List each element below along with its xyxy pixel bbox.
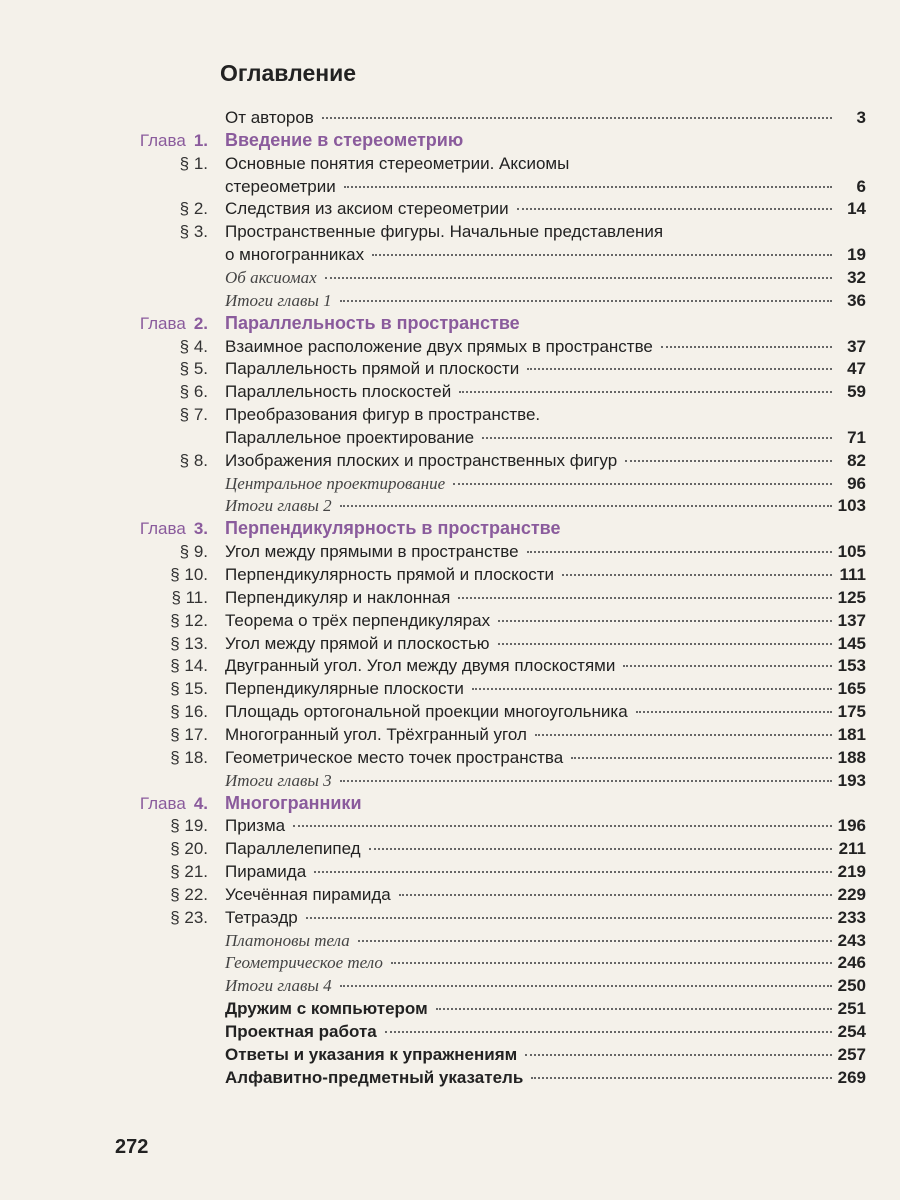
chapter-label: [140, 517, 208, 540]
entry-number: § 12.: [170, 610, 208, 630]
toc-entry-row: [0, 974, 900, 997]
entry-line: [225, 792, 840, 815]
section-number: [170, 654, 208, 677]
toc-entry-row: [0, 152, 900, 175]
entry-title: Параллелепипед: [225, 839, 361, 859]
entry-line: [225, 357, 840, 380]
toc-entry-row: [0, 906, 900, 929]
entry-page-number: 96: [847, 473, 866, 493]
entry-line: [225, 609, 840, 632]
entry-number: § 19.: [170, 816, 208, 836]
entry-number: § 23.: [170, 907, 208, 927]
entry-page-number: 188: [837, 747, 866, 767]
chapter-word: Глава: [139, 313, 186, 333]
entry-title: Проектная работа: [225, 1022, 377, 1041]
toc-entry-row: [0, 769, 900, 792]
toc-entry-row: [0, 472, 900, 495]
toc-chapter-row: [0, 792, 900, 815]
entry-number: § 1.: [179, 153, 208, 173]
entry-number: § 16.: [170, 702, 208, 722]
entry-line: [225, 197, 840, 220]
entry-title: Пространственные фигуры. Начальные представления: [225, 222, 664, 242]
toc-entry-row: [0, 700, 900, 723]
dot-leader: [535, 734, 832, 736]
toc-entry-row: [0, 197, 900, 220]
section-number: [180, 197, 208, 220]
entry-page-number: 193: [837, 770, 866, 790]
entry-line: [225, 335, 840, 358]
dot-leader: [458, 597, 832, 599]
dot-leader: [340, 780, 832, 782]
section-number: [171, 586, 208, 609]
entry-page-number: 6: [856, 176, 866, 196]
dot-leader: [369, 848, 832, 850]
chapter-word: Глава: [139, 519, 186, 539]
entry-title: Следствия из аксиом стереометрии: [225, 199, 509, 219]
entry-line: [225, 266, 840, 289]
entry-number: § 6.: [179, 382, 208, 402]
entry-title: Многогранный угол. Трёхгранный угол: [225, 724, 527, 744]
entry-line: [225, 677, 840, 700]
dot-leader: [314, 871, 832, 873]
entry-title: Теорема о трёх перпендикулярах: [225, 610, 491, 630]
dot-leader: [293, 825, 832, 827]
dot-leader: [625, 460, 832, 462]
dot-leader: [340, 300, 832, 302]
dot-leader: [436, 1008, 832, 1010]
entry-page-number: 257: [837, 1044, 866, 1064]
entry-title: Площадь ортогональной проекции многоугольника: [225, 702, 628, 722]
toc-entry-row: [0, 220, 900, 243]
entry-line: [225, 449, 840, 472]
entry-number: 3.: [193, 519, 208, 539]
dot-leader: [372, 254, 832, 256]
toc-entry-row: [0, 175, 900, 198]
dot-leader: [661, 346, 832, 348]
entry-page-number: 165: [837, 679, 866, 699]
entry-line: [225, 243, 840, 266]
entry-line: [225, 220, 825, 243]
entry-line: [225, 312, 840, 335]
entry-line: [225, 974, 840, 997]
entry-page-number: 251: [837, 999, 866, 1019]
entry-number: § 15.: [170, 679, 208, 699]
entry-title: Геометрическое тело: [225, 953, 383, 973]
section-number: [170, 677, 208, 700]
entry-page-number: 59: [847, 382, 866, 402]
toc-entry-row: [0, 677, 900, 700]
entry-number: 1.: [193, 130, 208, 150]
toc-entry-row: [0, 723, 900, 746]
toc-entry-row: [0, 837, 900, 860]
chapter-title: Параллельность в пространстве: [225, 312, 520, 333]
entry-line: [225, 1020, 840, 1043]
toc-chapter-row: [0, 129, 900, 152]
entry-line: [225, 426, 840, 449]
toc-entry-row: [0, 632, 900, 655]
entry-title: о многогранниках: [225, 245, 365, 265]
dot-leader: [344, 186, 832, 188]
section-number: [180, 220, 208, 243]
entry-title: Перпендикулярность прямой и плоскости: [225, 565, 555, 584]
entry-page-number: 269: [837, 1067, 866, 1087]
dot-leader: [527, 368, 832, 370]
entry-line: [225, 1066, 840, 1089]
entry-line: [225, 723, 840, 746]
toc-entry-row: [0, 563, 900, 586]
dot-leader: [482, 437, 832, 439]
entry-title: Дружим с компьютером: [225, 999, 428, 1019]
entry-page-number: 125: [837, 587, 866, 607]
entry-page-number: 37: [847, 336, 866, 356]
entry-number: 2.: [193, 313, 208, 333]
entry-title: Параллельность плоскостей: [225, 382, 452, 402]
entry-line: [225, 769, 840, 792]
entry-title: Об аксиомах: [225, 267, 317, 287]
entry-line: [225, 814, 840, 837]
section-number: [170, 814, 208, 837]
toc-entry-row: [0, 1020, 900, 1043]
dot-leader: [340, 985, 832, 987]
toc-entry-row: [0, 494, 900, 517]
entry-title: Параллельное проектирование: [225, 427, 475, 447]
entry-line: [225, 289, 840, 312]
section-number: [180, 357, 208, 380]
entry-title: Угол между прямыми в пространстве: [225, 542, 519, 562]
entry-title: Алфавитно-предметный указатель: [225, 1067, 524, 1087]
toc-entry-row: [0, 1043, 900, 1066]
toc-entry-row: [0, 289, 900, 312]
dot-leader: [472, 688, 832, 690]
entry-number: § 5.: [179, 359, 208, 379]
toc-entry-row: [0, 883, 900, 906]
entry-title: Перпендикуляр и наклонная: [225, 587, 451, 607]
entry-line: [225, 380, 840, 403]
toc-entry-row: [0, 380, 900, 403]
entry-line: [225, 951, 840, 974]
chapter-title: Многогранники: [225, 792, 362, 813]
section-number: [180, 380, 208, 403]
entry-title: стереометрии: [225, 176, 336, 196]
entry-line: [225, 563, 840, 586]
section-number: [170, 906, 208, 929]
entry-page-number: 254: [837, 1022, 866, 1041]
entry-line: [225, 152, 825, 175]
dot-leader: [525, 1054, 832, 1056]
entry-line: [225, 494, 840, 517]
entry-page-number: 243: [837, 930, 866, 950]
entry-page-number: 196: [837, 816, 866, 836]
entry-page-number: 246: [837, 953, 866, 973]
toc-entry-row: [0, 335, 900, 358]
toc-entry-row: [0, 654, 900, 677]
entry-number: § 18.: [170, 747, 208, 767]
dot-leader: [453, 483, 832, 485]
toc-entry-row: [0, 266, 900, 289]
entry-page-number: 32: [847, 267, 866, 287]
section-number: [180, 449, 208, 472]
entry-line: [225, 129, 840, 152]
toc-heading: Оглавление: [220, 60, 357, 86]
dot-leader: [459, 391, 832, 393]
section-number: [170, 563, 208, 586]
entry-page-number: 14: [847, 199, 866, 219]
entry-line: [225, 632, 840, 655]
entry-page-number: 71: [847, 427, 866, 447]
entry-page-number: 111: [839, 565, 866, 584]
dot-leader: [623, 665, 832, 667]
toc-chapter-row: [0, 517, 900, 540]
chapter-word: Глава: [139, 130, 186, 150]
section-number: [180, 540, 208, 563]
entry-page-number: 36: [847, 290, 866, 310]
toc-entry-row: [0, 106, 900, 129]
entry-title: Призма: [225, 816, 286, 836]
dot-leader: [385, 1031, 832, 1033]
chapter-label: [140, 129, 208, 152]
toc-entry-row: [0, 814, 900, 837]
dot-leader: [498, 643, 832, 645]
entry-number: § 4.: [179, 336, 208, 356]
entry-page-number: 229: [837, 884, 866, 904]
toc-entry-row: [0, 951, 900, 974]
entry-number: § 20.: [170, 839, 208, 859]
entry-page-number: 103: [837, 496, 866, 516]
entry-line: [225, 883, 840, 906]
toc-entry-row: [0, 243, 900, 266]
entry-title: Ответы и указания к упражнениям: [225, 1044, 518, 1064]
entry-title: Изображения плоских и пространственных фигур: [225, 450, 618, 470]
entry-line: [225, 837, 840, 860]
entry-line: [225, 929, 840, 952]
entry-page-number: 19: [847, 245, 866, 265]
toc-entry-row: [0, 746, 900, 769]
dot-leader: [325, 277, 832, 279]
dot-leader: [562, 574, 832, 576]
section-number: [180, 335, 208, 358]
entry-page-number: 3: [856, 108, 866, 127]
toc-entry-row: [0, 426, 900, 449]
chapter-label: [140, 792, 208, 815]
entry-page-number: 250: [837, 976, 866, 996]
toc-entry-row: [0, 860, 900, 883]
dot-leader: [571, 757, 832, 759]
dot-leader: [517, 208, 832, 210]
entry-line: [225, 540, 840, 563]
section-number: [170, 883, 208, 906]
entry-page-number: 175: [837, 702, 866, 722]
entry-number: § 11.: [171, 587, 208, 607]
entry-number: § 13.: [170, 633, 208, 653]
entry-title: Итоги главы 2: [225, 496, 332, 516]
toc-entry-row: [0, 609, 900, 632]
entry-number: § 7.: [179, 405, 208, 425]
section-number: [180, 403, 208, 426]
section-number: [170, 609, 208, 632]
chapter-title: Перпендикулярность в пространстве: [225, 518, 561, 539]
entry-number: § 3.: [179, 222, 208, 242]
entry-page-number: 153: [837, 656, 866, 676]
toc-entry-row: [0, 449, 900, 472]
entry-number: § 10.: [170, 565, 208, 584]
entry-title: Итоги главы 3: [225, 770, 332, 790]
entry-title: Основные понятия стереометрии. Аксиомы: [225, 153, 570, 173]
chapter-word: Глава: [139, 793, 186, 813]
entry-page-number: 47: [847, 359, 866, 379]
dot-leader: [399, 894, 832, 896]
entry-line: [225, 586, 840, 609]
entry-number: § 21.: [170, 862, 208, 882]
entry-line: [225, 906, 840, 929]
section-number: [170, 632, 208, 655]
entry-line: [225, 700, 840, 723]
entry-number: § 14.: [170, 656, 208, 676]
entry-number: § 17.: [170, 724, 208, 744]
entry-page-number: 219: [837, 862, 866, 882]
entry-line: [225, 746, 840, 769]
entry-title: Преобразования фигур в пространстве.: [225, 405, 541, 425]
entry-line: [225, 654, 840, 677]
entry-title: Геометрическое место точек пространства: [225, 747, 564, 767]
dot-leader: [340, 505, 832, 507]
toc-entry-row: [0, 997, 900, 1020]
entry-page-number: 233: [837, 907, 866, 927]
entry-title: От авторов: [225, 108, 314, 127]
dot-leader: [322, 117, 832, 119]
entry-page-number: 211: [838, 839, 866, 859]
toc-entry-row: [0, 403, 900, 426]
entry-title: Платоновы тела: [225, 930, 350, 950]
toc-chapter-row: [0, 312, 900, 335]
entry-line: [225, 1043, 840, 1066]
dot-leader: [306, 917, 832, 919]
entry-title: Взаимное расположение двух прямых в пространстве: [225, 336, 653, 356]
entry-page-number: 145: [837, 633, 866, 653]
entry-number: § 2.: [179, 199, 208, 219]
entry-page-number: 82: [847, 450, 866, 470]
entry-title: Угол между прямой и плоскостью: [225, 633, 490, 653]
entry-title: Пирамида: [225, 862, 307, 882]
entry-number: § 8.: [179, 450, 208, 470]
dot-leader: [391, 962, 832, 964]
dot-leader: [636, 711, 832, 713]
section-number: [180, 152, 208, 175]
entry-line: [225, 106, 840, 129]
chapter-label: [140, 312, 208, 335]
entry-title: Центральное проектирование: [225, 473, 446, 493]
entry-title: Перпендикулярные плоскости: [225, 679, 464, 699]
section-number: [170, 837, 208, 860]
dot-leader: [498, 620, 832, 622]
entry-line: [225, 997, 840, 1020]
entry-page-number: 137: [837, 610, 866, 630]
entry-number: § 22.: [170, 884, 208, 904]
section-number: [170, 746, 208, 769]
section-number: [170, 860, 208, 883]
entry-title: Итоги главы 4: [225, 976, 332, 996]
entry-line: [225, 517, 840, 540]
entry-title: Параллельность прямой и плоскости: [225, 359, 520, 379]
entry-number: § 9.: [179, 542, 208, 562]
entry-title: Тетраэдр: [225, 907, 298, 927]
entry-line: [225, 860, 840, 883]
toc-entry-row: [0, 540, 900, 563]
entry-title: Усечённая пирамида: [225, 884, 391, 904]
dot-leader: [358, 940, 832, 942]
toc-entry-row: [0, 586, 900, 609]
entry-page-number: 105: [837, 542, 866, 562]
entry-page-number: 181: [837, 724, 866, 744]
entry-line: [225, 403, 825, 426]
entry-title: Двугранный угол. Угол между двумя плоскостями: [225, 656, 616, 676]
dot-leader: [527, 551, 832, 553]
dot-leader: [531, 1077, 832, 1079]
toc-entry-row: [0, 929, 900, 952]
toc-entry-row: [0, 357, 900, 380]
entry-line: [225, 175, 840, 198]
section-number: [170, 723, 208, 746]
toc-entry-row: [0, 1066, 900, 1089]
chapter-title: Введение в стереометрию: [225, 129, 464, 150]
entry-number: 4.: [193, 793, 208, 813]
page-number: 272: [115, 1136, 149, 1158]
entry-title: Итоги главы 1: [225, 290, 332, 310]
section-number: [170, 700, 208, 723]
entry-line: [225, 472, 840, 495]
